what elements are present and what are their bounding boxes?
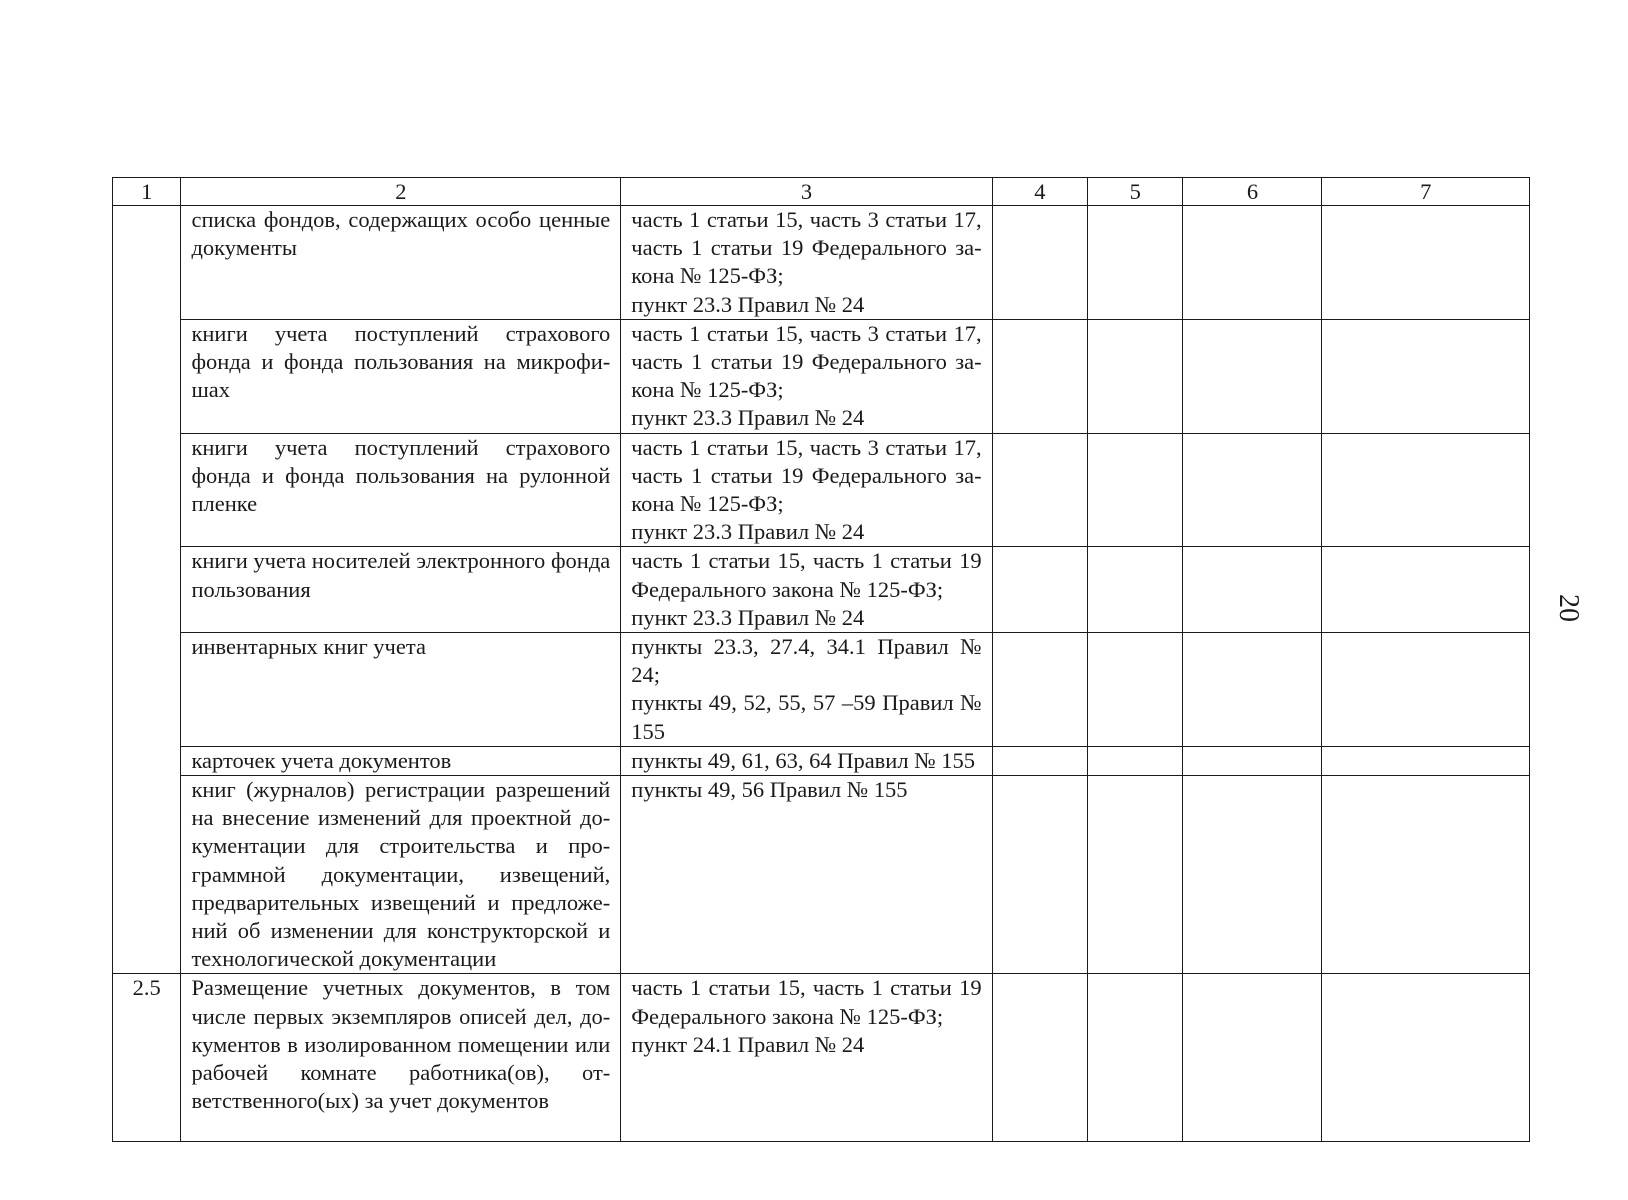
row-col-4 — [992, 974, 1087, 1142]
row-col-4 — [992, 633, 1087, 747]
row-col-7 — [1322, 206, 1530, 320]
table-row — [113, 746, 1530, 775]
row-col-4 — [992, 746, 1087, 775]
row-col-5 — [1088, 319, 1183, 433]
row-col-7 — [1322, 547, 1530, 633]
row-description: карточек учета документов — [181, 746, 621, 775]
row-legal-basis: пункты 49, 56 Правил № 155 — [621, 776, 992, 974]
checklist-table — [112, 177, 1530, 1142]
row-description: Размещение учетных документов, в том числе первых экземпляров описей дел, документов в изолированном помещении или рабочей комнате работника(ов), ответственного(ых) за учет документов — [181, 974, 621, 1142]
table-row — [113, 974, 1530, 1142]
row-col-4 — [992, 319, 1087, 433]
row-col-5 — [1088, 974, 1183, 1142]
row-col-4 — [992, 776, 1087, 974]
table-row — [113, 433, 1530, 547]
row-col-7 — [1322, 974, 1530, 1142]
table-row — [113, 776, 1530, 974]
table-row — [113, 547, 1530, 633]
row-col-6 — [1183, 433, 1322, 547]
row-description: книги учета носителей электронного фонда пользования — [181, 547, 621, 633]
table-header — [113, 178, 1530, 206]
row-legal-basis: часть 1 статьи 15, часть 3 статьи 17, часть 1 статьи 19 Федерального закона № 125-ФЗ; пункт 23.3 Правил № 24 — [621, 319, 992, 433]
row-legal-basis: часть 1 статьи 15, часть 3 статьи 17, часть 1 статьи 19 Федерального закона № 125-ФЗ; пункт 23.3 Правил № 24 — [621, 433, 992, 547]
row-description: инвентарных книг учета — [181, 633, 621, 747]
row-col-4 — [992, 206, 1087, 320]
row-col-7 — [1322, 319, 1530, 433]
table-row — [113, 633, 1530, 747]
header-col-5: 5 — [1088, 178, 1183, 206]
row-col-7 — [1322, 776, 1530, 974]
row-col-7 — [1322, 433, 1530, 547]
row-col-6 — [1183, 319, 1322, 433]
row-col-5 — [1088, 633, 1183, 747]
header-col-7: 7 — [1322, 178, 1530, 206]
header-col-2: 2 — [181, 178, 621, 206]
row-legal-basis: часть 1 статьи 15, часть 3 статьи 17, часть 1 статьи 19 Федерального закона № 125-ФЗ; пункт 23.3 Правил № 24 — [621, 206, 992, 320]
row-col-7 — [1322, 633, 1530, 747]
row-col-6 — [1183, 746, 1322, 775]
header-col-1: 1 — [113, 178, 181, 206]
row-legal-basis: пункты 23.3, 27.4, 34.1 Правил № 24; пункты 49, 52, 55, 57 –59 Правил № 155 — [621, 633, 992, 747]
item-number-merged — [113, 206, 181, 974]
row-description: книги учета поступлений страхового фонда и фонда пользования на рулонной пленке — [181, 433, 621, 547]
row-col-5 — [1088, 776, 1183, 974]
row-col-6 — [1183, 206, 1322, 320]
row-legal-basis: часть 1 статьи 15, часть 1 статьи 19 Федерального закона № 125-ФЗ; пункт 24.1 Правил № 24 — [621, 974, 992, 1142]
table-row — [113, 206, 1530, 320]
table-row — [113, 319, 1530, 433]
row-legal-basis: часть 1 статьи 15, часть 1 статьи 19 Федерального закона № 125-ФЗ; пункт 23.3 Правил № 24 — [621, 547, 992, 633]
row-description: книг (журналов) регистрации разрешений на внесение изменений для проектной документации для строительства и программной документации, извещений, предварительных извещений и предложений об изменении для конструкторской и технологической документации — [181, 776, 621, 974]
row-legal-basis: пункты 49, 61, 63, 64 Правил № 155 — [621, 746, 992, 775]
row-col-6 — [1183, 776, 1322, 974]
row-col-6 — [1183, 974, 1322, 1142]
row-col-4 — [992, 547, 1087, 633]
row-description: книги учета поступлений страхового фонда и фонда пользования на микрофишах — [181, 319, 621, 433]
row-col-5 — [1088, 547, 1183, 633]
item-number: 2.5 — [113, 974, 181, 1142]
header-col-6: 6 — [1183, 178, 1322, 206]
header-col-3: 3 — [621, 178, 992, 206]
header-col-4: 4 — [992, 178, 1087, 206]
row-col-7 — [1322, 746, 1530, 775]
header-row — [113, 178, 1530, 206]
row-col-6 — [1183, 547, 1322, 633]
row-col-4 — [992, 433, 1087, 547]
row-col-5 — [1088, 433, 1183, 547]
row-description: списка фондов, содержащих особо ценные документы — [181, 206, 621, 320]
table-body — [113, 206, 1530, 1142]
row-col-5 — [1088, 206, 1183, 320]
row-col-6 — [1183, 633, 1322, 747]
row-col-5 — [1088, 746, 1183, 775]
page-number: 20 — [1553, 594, 1584, 622]
